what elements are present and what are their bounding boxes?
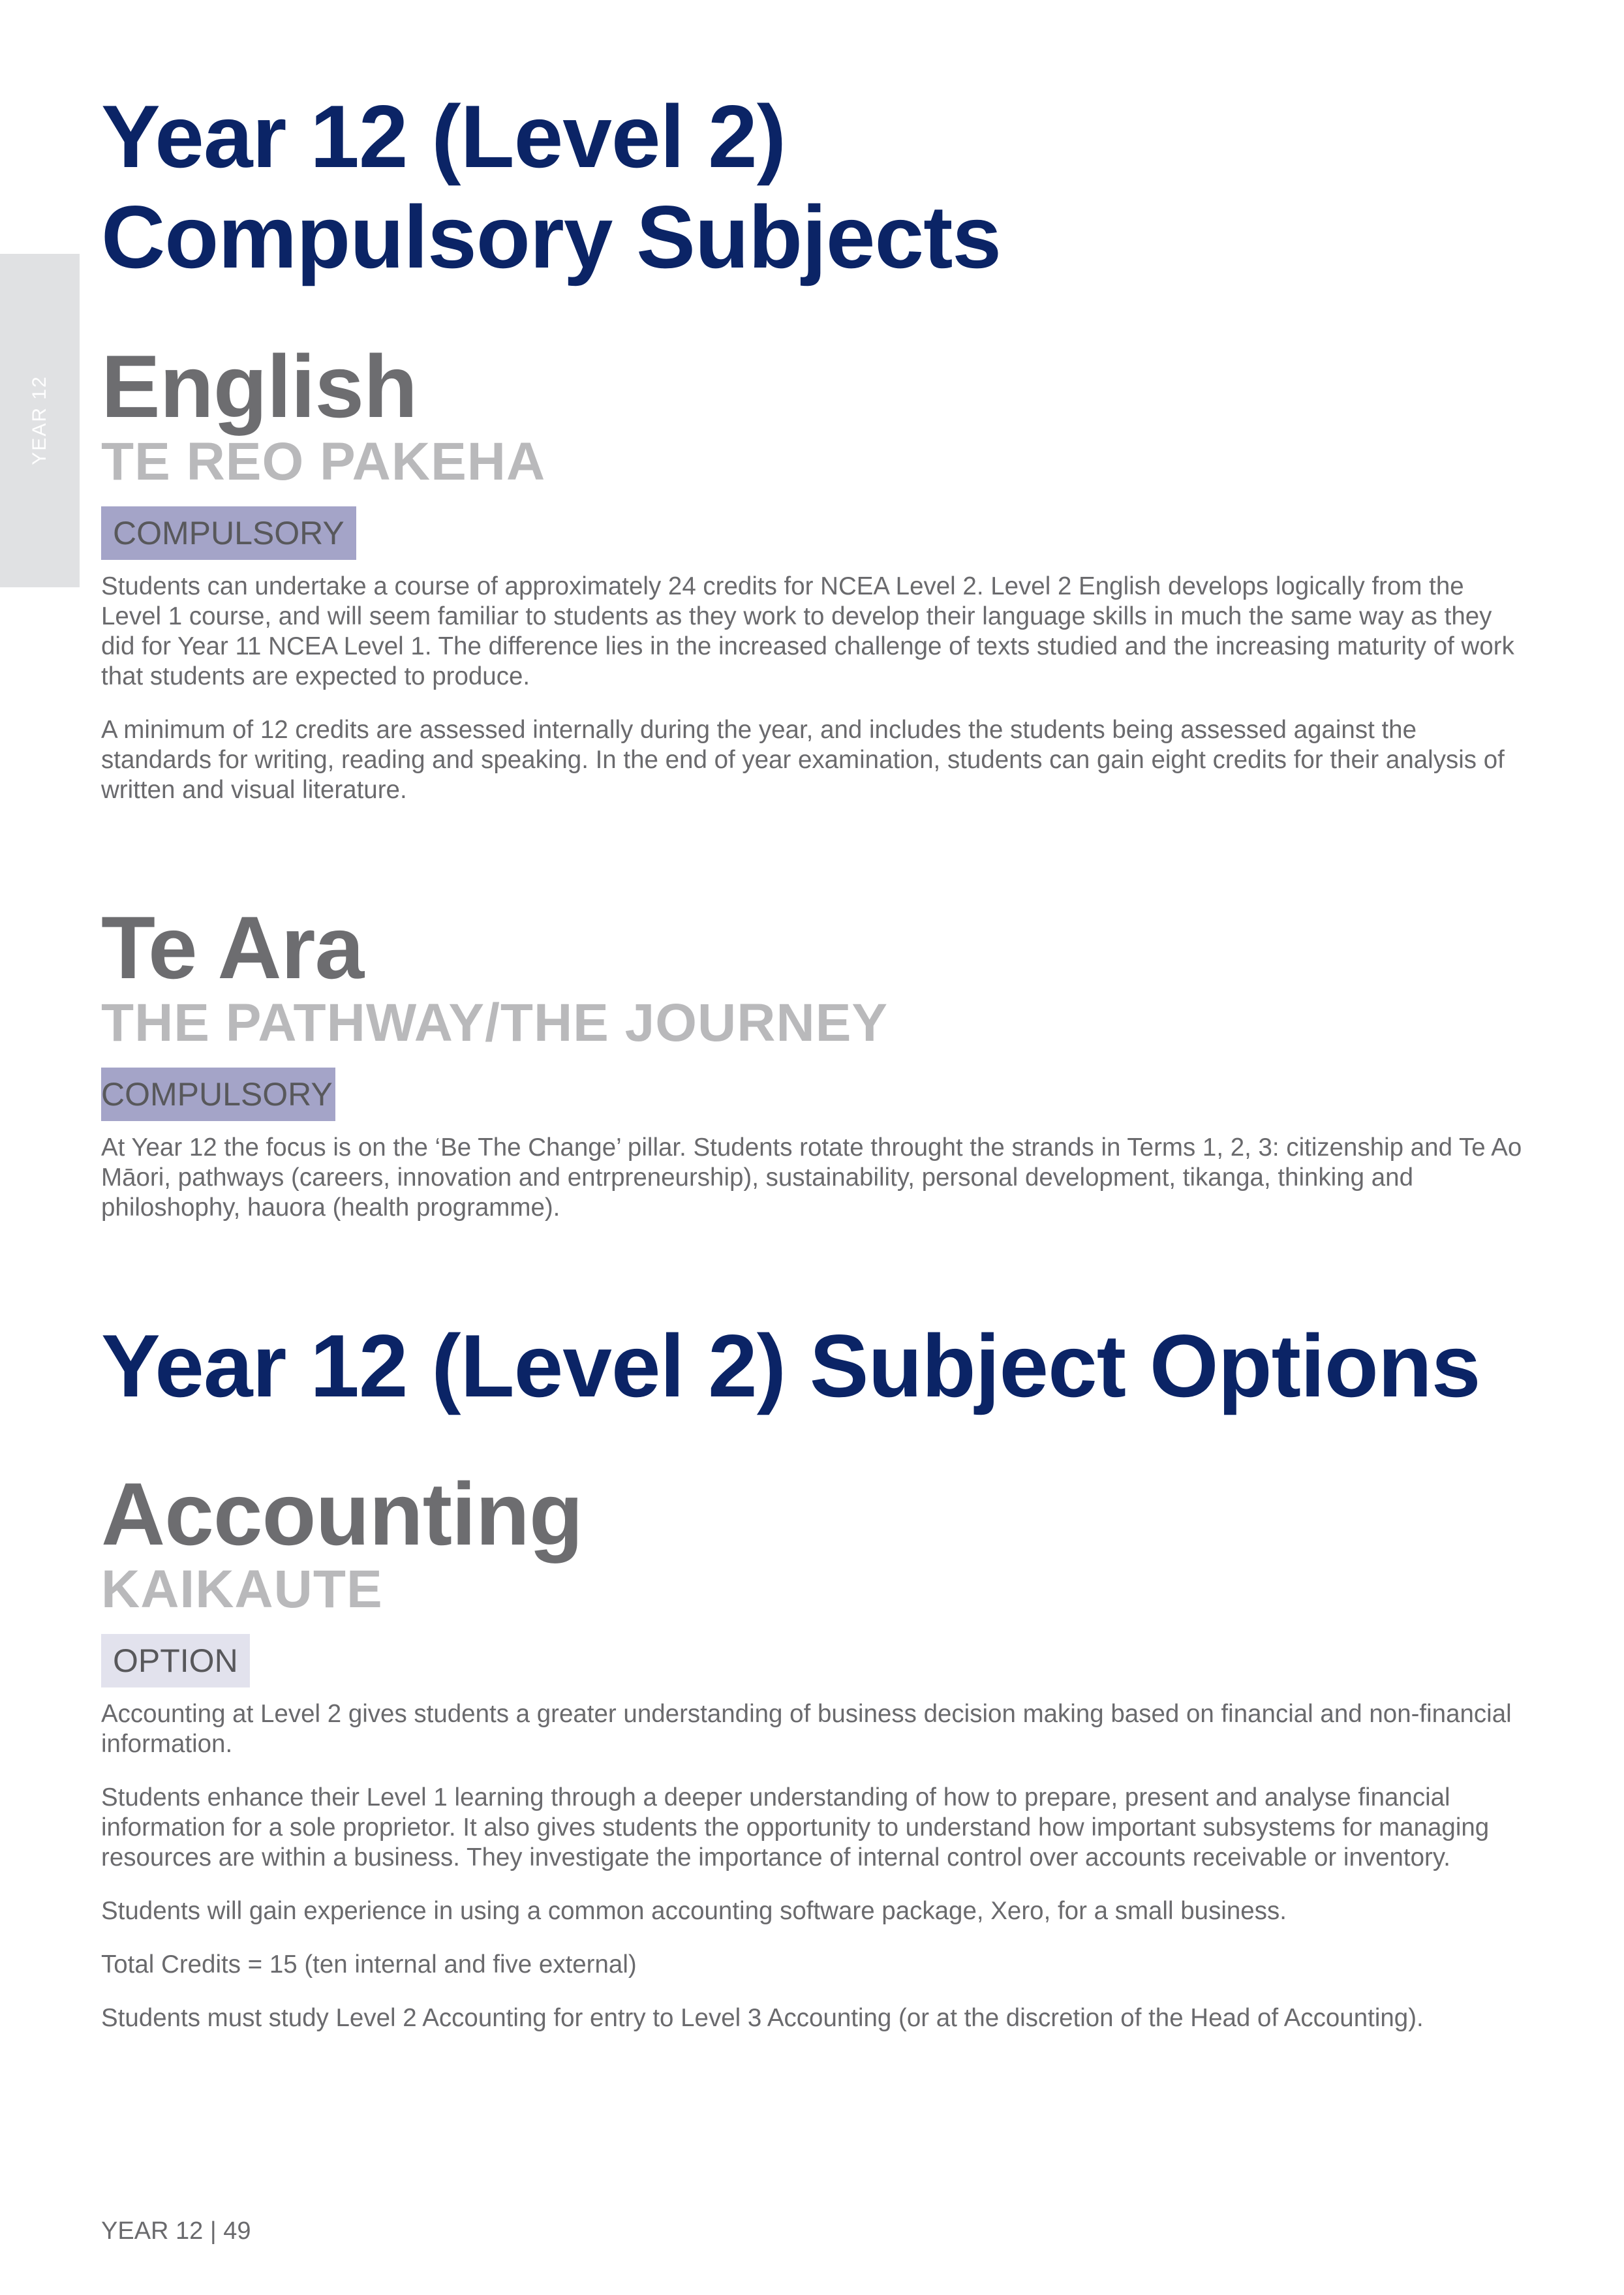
- subject-maori-name: THE PATHWAY/THE JOURNEY: [101, 993, 889, 1053]
- heading-line-1: Year 12 (Level 2): [101, 87, 786, 186]
- paragraph: At Year 12 the focus is on the ‘Be The Change’ pillar. Students rotate throught the strands in Terms 1, 2, 3: citizenship and Te Ao Māori, pathways (careers, innovation and entrpreneurship), sustainability, personal development, tikanga, thinking and philoshophy, hauora (health programme).: [101, 1133, 1522, 1222]
- subject-description: [101, 1133, 1530, 1223]
- compulsory-subjects-heading: [101, 86, 1001, 287]
- page-footer: YEAR 12 | 49: [101, 2217, 251, 2245]
- subject-name: English: [101, 337, 418, 436]
- subject-maori-name: TE REO PAKEHA: [101, 432, 546, 491]
- paragraph: Students will gain experience in using a common accounting software package, Xero, for a small business.: [101, 1897, 1287, 1925]
- paragraph: Accounting at Level 2 gives students a greater understanding of business decision making based on financial and non-financial information.: [101, 1700, 1512, 1758]
- subject-description: [101, 1699, 1530, 2033]
- paragraph: Total Credits = 15 (ten internal and five external): [101, 1950, 637, 1979]
- paragraph: Students enhance their Level 1 learning through a deeper understanding of how to prepare, present and analyse financial information for a sole proprietor. It also gives students the opportunity to understand how important subsystems for managing resources are within a business. They investigate the importance of internal control over accounts receivable or inventory.: [101, 1783, 1490, 1871]
- subject-description: [101, 572, 1530, 805]
- subject-english: [101, 337, 1537, 805]
- side-tab-label: YEAR 12: [29, 375, 50, 465]
- compulsory-badge: COMPULSORY: [101, 1068, 335, 1121]
- subject-accounting: [101, 1464, 1537, 2033]
- subject-te-ara: [101, 898, 1537, 1223]
- subject-maori-name: KAIKAUTE: [101, 1560, 383, 1619]
- paragraph: Students can undertake a course of approximately 24 credits for NCEA Level 2. Level 2 English develops logically from the Level 1 course, and will seem familiar to students as they work to develop their language skills in much the same way as they did for Year 11 NCEA Level 1. The difference lies in the increased challenge of texts studied and the increasing maturity of work that students are expected to produce.: [101, 572, 1514, 690]
- option-badge: OPTION: [101, 1634, 250, 1687]
- paragraph: A minimum of 12 credits are assessed internally during the year, and includes the students being assessed against the standards for writing, reading and speaking. In the end of year examination, students can gain eight credits for their analysis of written and visual literature.: [101, 716, 1505, 804]
- subject-options-heading: Year 12 (Level 2) Subject Options: [101, 1316, 1480, 1415]
- compulsory-badge: COMPULSORY: [101, 506, 356, 560]
- subject-name: Te Ara: [101, 898, 364, 997]
- subject-name: Accounting: [101, 1464, 583, 1563]
- heading-line-2: Compulsory Subjects: [101, 187, 1002, 286]
- paragraph: Students must study Level 2 Accounting for entry to Level 3 Accounting (or at the discretion of the Head of Accounting).: [101, 2004, 1424, 2032]
